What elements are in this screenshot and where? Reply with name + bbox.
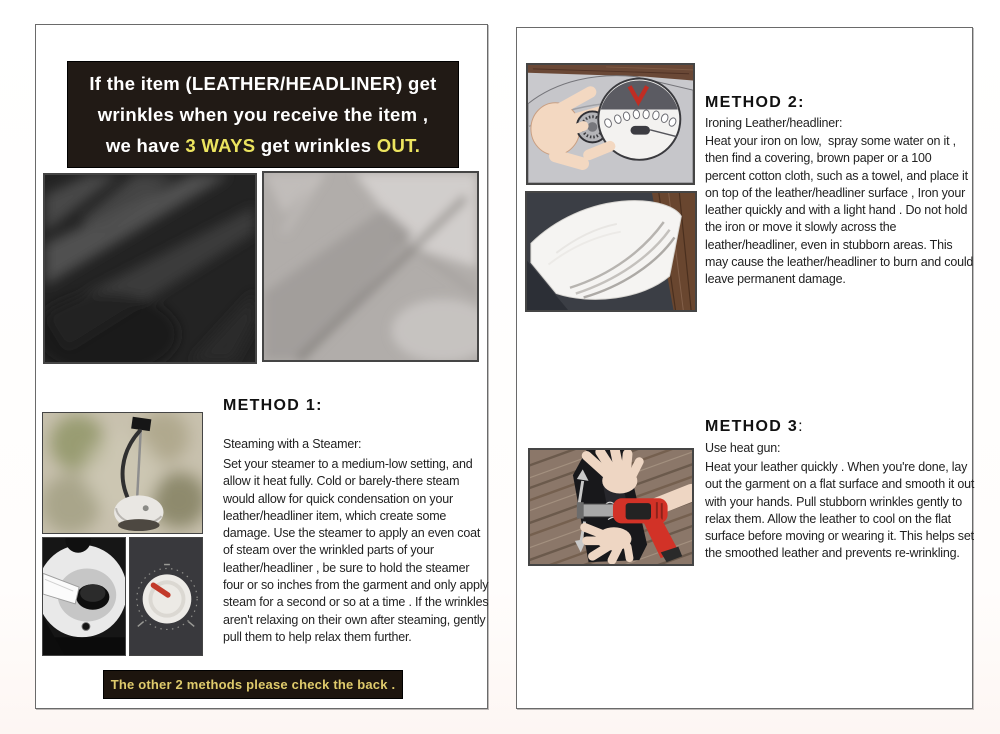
method1-heading: METHOD 1: bbox=[223, 397, 323, 414]
header-banner bbox=[67, 61, 459, 168]
footer-banner-label: The other 2 methods please check the back . bbox=[110, 677, 396, 692]
banner-line-2: wrinkles when you receive the item , bbox=[97, 104, 429, 125]
banner-line-3-text-a: we have bbox=[105, 135, 186, 156]
method3-heading-colon: : bbox=[798, 418, 804, 435]
steamer-photo bbox=[42, 412, 203, 534]
footer-banner bbox=[103, 670, 403, 699]
heat-gun-photo bbox=[528, 448, 694, 566]
method3-subheading: Use heat gun: bbox=[705, 441, 781, 455]
banner-highlight-3ways: 3 WAYS bbox=[185, 135, 256, 156]
banner-line-3-text-b: get wrinkles bbox=[255, 135, 377, 156]
wrinkled-leather-photo bbox=[43, 173, 257, 364]
method1-body: Set your steamer to a medium-low setting, and allow it heat fully. Cold or barely-there steam would allow for quick condensation on your leather/headliner item, which create some damage. Use the steamer to apply an even coat of steam over the wrinkled parts of your leather/headliner , be sure to hold the steamer four or so inches from the garment and only apply steam for a second or so at a time . If the wrinkles aren't relaxing on their own after steaming, gently pull them to help relax them further. bbox=[223, 457, 489, 644]
iron-dial-illustration bbox=[526, 63, 695, 185]
right-panel bbox=[516, 27, 973, 709]
method2-subheading: Ironing Leather/headliner: bbox=[705, 116, 843, 130]
method2-heading: METHOD 2: bbox=[705, 94, 805, 111]
method1-subheading: Steaming with a Steamer: bbox=[223, 437, 362, 451]
banner-highlight-out: OUT. bbox=[376, 135, 421, 156]
wrinkled-fabric-photo bbox=[262, 171, 479, 362]
steamer-dial-photo bbox=[129, 537, 203, 656]
method3-body: Heat your leather quickly . When you're done, lay out the garment on a flat surface and smooth it out with your hands. Pull stubborn wrinkles gently to relax them. Allow the leather to cool on the flat surface before moving or wearing it. This helps set the smoothed leather and prevents re-wrinkling. bbox=[705, 460, 975, 561]
method2-body: Heat your iron on low, spray some water on it , then find a covering, brown paper or a 100 percent cotton cloth, such as a towel, and place it on top of the leather/headliner surface , Iron your leather quickly and with a light hand . Do not hold the iron or move it slowly across the leather/headliner, even in stubborn areas. This may cause the leather/headliner to burn and could leave permanent damage. bbox=[705, 134, 974, 287]
method3-heading-text: METHOD 3 bbox=[705, 418, 799, 435]
steamer-nozzle-photo bbox=[42, 537, 126, 656]
banner-line-1: If the item (LEATHER/HEADLINER) get bbox=[89, 73, 437, 94]
banner-line-3 bbox=[68, 130, 458, 161]
left-panel bbox=[35, 24, 488, 709]
method3-heading bbox=[705, 418, 804, 436]
towel-illustration bbox=[525, 191, 697, 312]
